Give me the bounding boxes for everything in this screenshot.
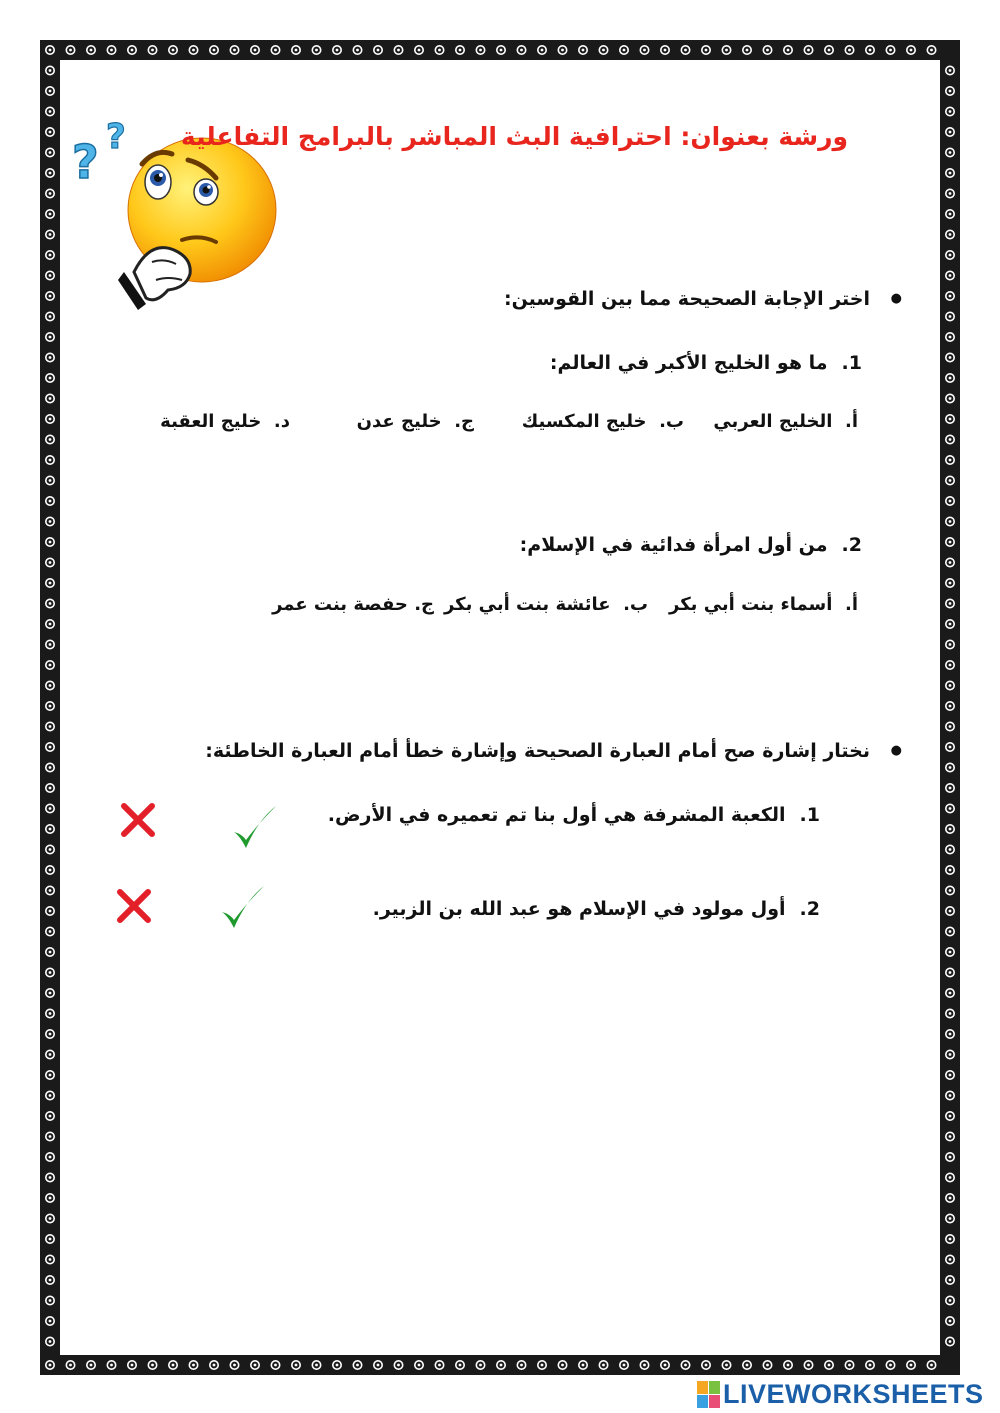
- statement-1-check-icon[interactable]: [228, 802, 280, 854]
- q2-option-c[interactable]: ج. حفصة بنت عمر: [272, 594, 434, 615]
- statement-1: [328, 804, 820, 826]
- svg-text:?: ?: [72, 135, 99, 189]
- question-1: [550, 352, 862, 374]
- statement-1-text: الكعبة المشرفة هي أول بنا تم تعميره في الأرض.: [327, 804, 786, 826]
- question-1-number: 1.: [841, 352, 862, 374]
- statement-2: [373, 898, 820, 920]
- worksheet-title: ورشة بعنوان: احترافية البث المباشر بالبرامج التفاعلية: [180, 122, 848, 151]
- statement-2-text: أول مولود في الإسلام هو عبد الله بن الزبير.: [372, 898, 786, 920]
- q2-option-b[interactable]: ب. عائشة بنت أبي بكر: [443, 594, 648, 615]
- question-2: [520, 534, 862, 556]
- q2-option-a[interactable]: أ. أسماء بنت أبي بكر: [669, 594, 858, 615]
- q1-option-c[interactable]: ج. خليج عدن: [356, 411, 474, 432]
- section1-instruction: ● اختر الإجابة الصحيحة مما بين القوسين:: [504, 288, 870, 310]
- question-2-text: من أول امرأة فدائية في الإسلام:: [519, 534, 828, 556]
- q1-option-d[interactable]: د. خليج العقبة: [160, 411, 290, 432]
- q1-option-a[interactable]: أ. الخليج العربي: [713, 411, 858, 432]
- statement-2-number: 2.: [799, 898, 820, 920]
- liveworksheets-logo-icon: [696, 1379, 722, 1411]
- liveworksheets-logo-text: LIVEWORKSHEETS: [723, 1379, 984, 1409]
- section2-instruction: ● نختار إشارة صح أمام العبارة الصحيحة وإشارة خطأ أمام العبارة الخاطئة:: [205, 740, 870, 762]
- statement-1-cross-icon[interactable]: [118, 800, 158, 840]
- question-1-text: ما هو الخليج الأكبر في العالم:: [549, 352, 828, 374]
- q1-option-b[interactable]: ب. خليج المكسيك: [521, 411, 684, 432]
- statement-1-number: 1.: [799, 804, 820, 826]
- statement-2-cross-icon[interactable]: [114, 886, 154, 926]
- question-2-number: 2.: [841, 534, 862, 556]
- statement-2-check-icon[interactable]: [216, 882, 268, 934]
- svg-text:?: ?: [106, 117, 126, 157]
